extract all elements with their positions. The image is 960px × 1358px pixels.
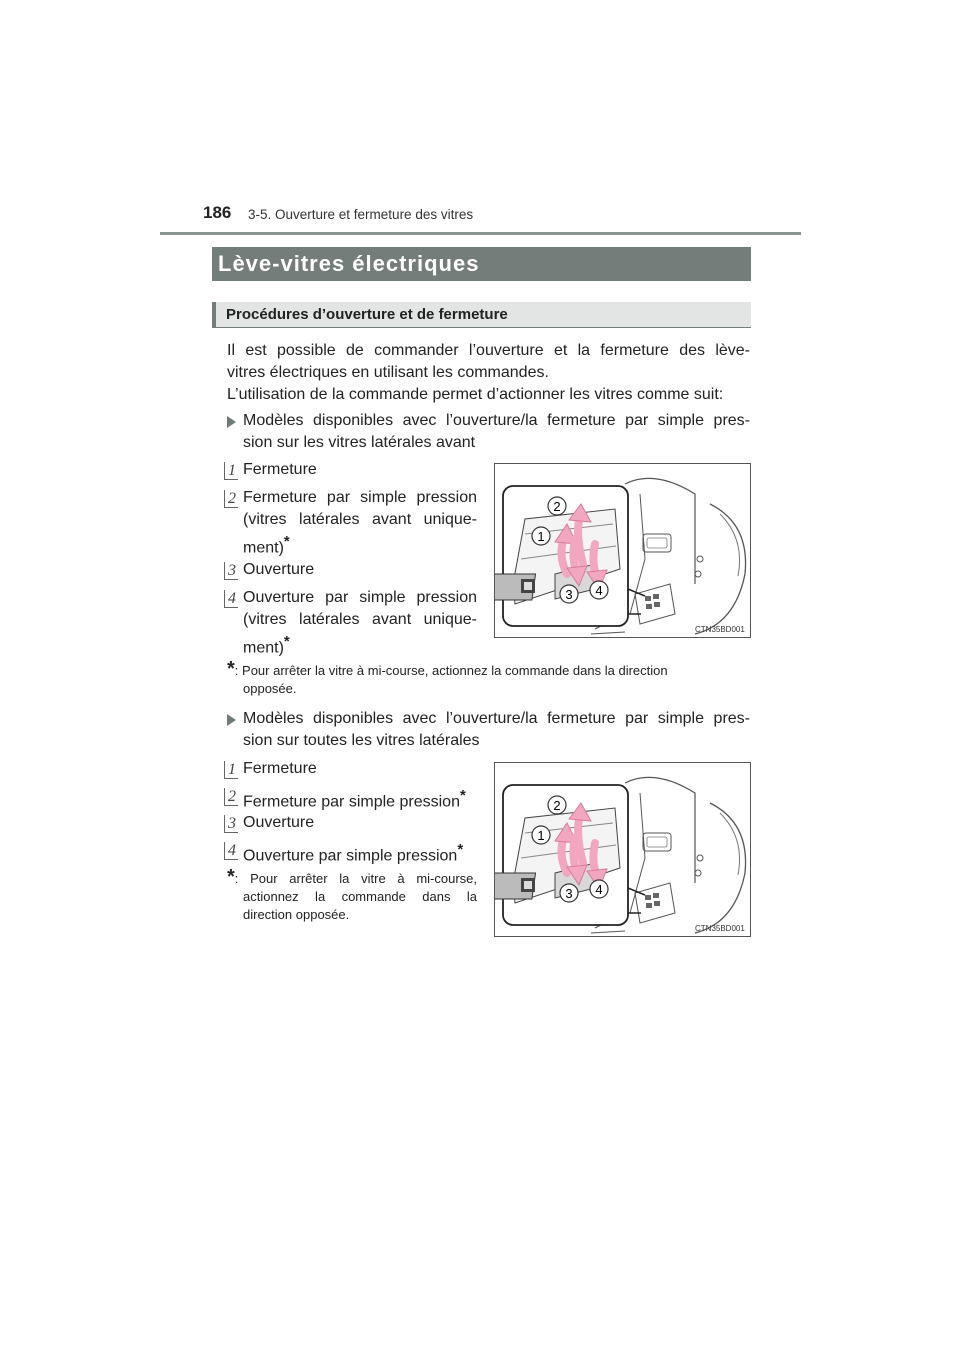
block1-item-3-text: Ouverture [243, 561, 315, 578]
bullet-triangle-icon [227, 714, 236, 726]
figure-code: CTN35BD001 [695, 924, 745, 933]
header-divider [160, 232, 801, 235]
block2-item-1-text: Fermeture [243, 760, 317, 777]
callout-2: 2 [553, 499, 561, 514]
footnote-star: * [457, 841, 464, 858]
block2-item-4-text: Ouverture par simple pression* [243, 841, 464, 865]
bullet-triangle-icon [227, 416, 236, 428]
block1-item-4-text-2: (vitres latérales avant unique- [243, 611, 477, 628]
window-switch-figure-1 [494, 463, 751, 638]
callout-1: 1 [537, 529, 545, 544]
callout-4: 4 [595, 882, 603, 897]
callout-3: 3 [565, 886, 573, 901]
block2-footnote-line-3: direction opposée. [243, 907, 350, 922]
figure-code: CTN35BD001 [695, 625, 745, 634]
subsection-title: Procédures d’ouverture et de fermeture [226, 306, 508, 323]
block2-item-3-text: Ouverture [243, 814, 315, 831]
footnote-star: * [459, 787, 466, 804]
window-switch-figure-2 [494, 762, 751, 937]
window-switch-illustration [495, 763, 750, 936]
page-title: Lève-vitres électriques [218, 251, 480, 276]
block1-item-4-text-1: Ouverture par simple pression [243, 589, 477, 606]
block2-footnote-line-1: *: Pour arrêter la vitre à mi-course, [227, 866, 477, 888]
block1-footnote-line-2: opposée. [243, 681, 297, 696]
block1-footnote-line-1: *: Pour arrêter la vitre à mi-course, actionnez la commande dans la direction [227, 658, 668, 680]
callout-4: 4 [595, 583, 603, 598]
block2-heading-line-2: sion sur toutes les vitres latérales [243, 732, 480, 749]
intro-line-1: Il est possible de commander l’ouverture et la fermeture des lève- [227, 342, 750, 359]
item-number-2: 2 [224, 788, 238, 806]
item-number-1: 1 [224, 761, 238, 779]
item-number-4: 4 [224, 590, 238, 608]
callout-2: 2 [553, 798, 561, 813]
block1-item-2-text-2: (vitres latérales avant unique- [243, 511, 477, 528]
footnote-star: * [283, 533, 290, 550]
block1-item-4-text-3: ment)* [243, 633, 290, 657]
block2-heading-line-1: Modèles disponibles avec l’ouverture/la fermeture par simple pres- [243, 710, 750, 727]
intro-line-2: vitres électriques en utilisant les commandes. [227, 364, 549, 381]
block1-item-2-text-1: Fermeture par simple pression [243, 489, 477, 506]
block2-footnote-line-2: actionnez la commande dans la [243, 889, 477, 904]
item-number-3: 3 [224, 562, 238, 580]
section-breadcrumb: 3-5. Ouverture et fermeture des vitres [248, 207, 474, 222]
subsection-bar [212, 302, 751, 328]
footnote-star: * [283, 633, 290, 650]
block1-item-2-text-3: ment)* [243, 533, 290, 557]
callout-1: 1 [537, 828, 545, 843]
item-number-4: 4 [224, 842, 238, 860]
block1-heading-line-1: Modèles disponibles avec l’ouverture/la fermeture par simple pres- [243, 412, 750, 429]
item-number-3: 3 [224, 815, 238, 833]
window-switch-illustration [495, 464, 750, 637]
block1-item-1-text: Fermeture [243, 461, 317, 478]
item-number-2: 2 [224, 490, 238, 508]
page-number: 186 [203, 203, 232, 222]
page-title-bar [212, 247, 751, 281]
block2-item-2-text: Fermeture par simple pression* [243, 787, 466, 811]
callout-3: 3 [565, 587, 573, 602]
intro-line-3: L’utilisation de la commande permet d’actionner les vitres comme suit: [227, 386, 724, 403]
item-number-1: 1 [224, 462, 238, 480]
block1-heading-line-2: sion sur les vitres latérales avant [243, 434, 476, 451]
